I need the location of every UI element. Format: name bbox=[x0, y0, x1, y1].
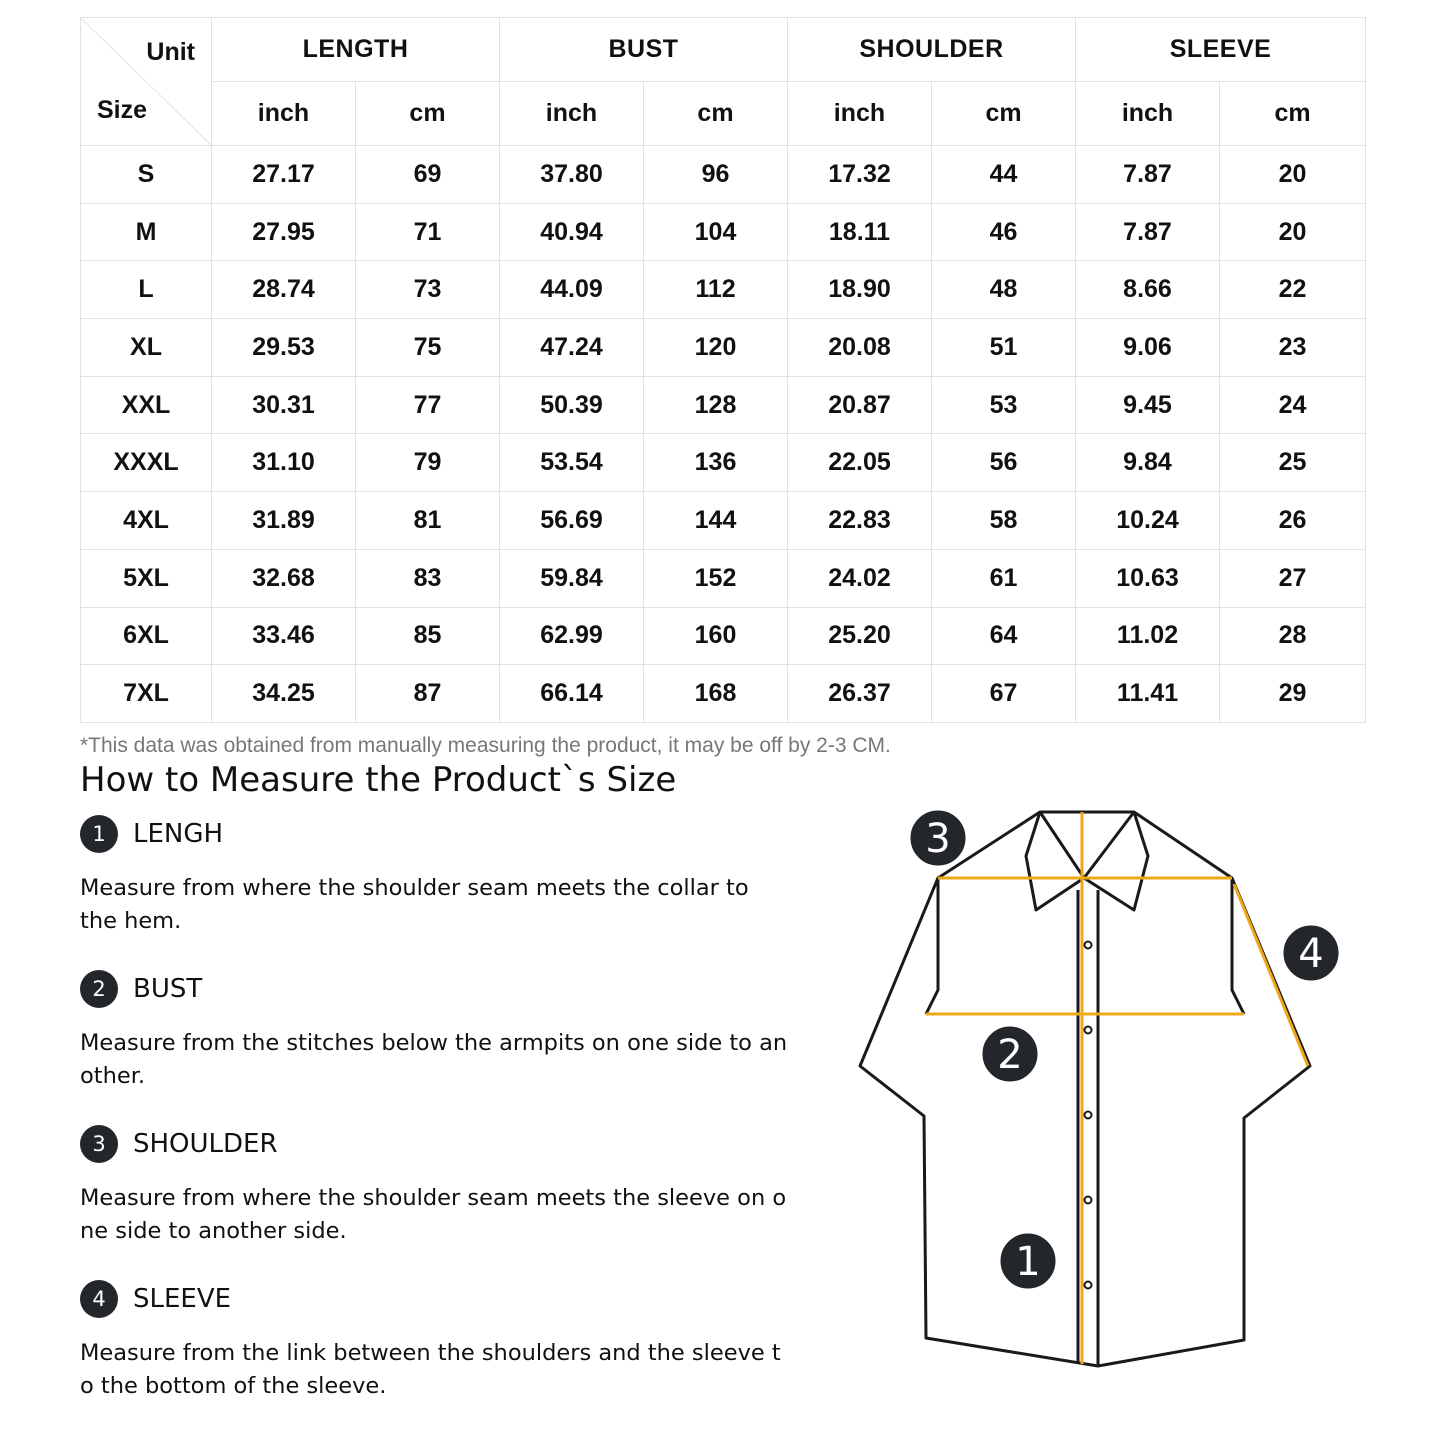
size-chart-table bbox=[80, 17, 1366, 723]
measurement-cell: 20.87 bbox=[788, 376, 932, 434]
measurement-cell: 11.02 bbox=[1076, 607, 1220, 665]
measurement-cell: 48 bbox=[932, 261, 1076, 319]
measurement-cell: 79 bbox=[356, 434, 500, 492]
measurement-cell: 144 bbox=[644, 492, 788, 550]
measurement-cell: 44 bbox=[932, 146, 1076, 204]
measurement-cell: 20 bbox=[1220, 146, 1366, 204]
measurement-cell: 58 bbox=[932, 492, 1076, 550]
measurement-cell: 87 bbox=[356, 665, 500, 723]
measurement-cell: 71 bbox=[356, 203, 500, 261]
size-label-cell: 4XL bbox=[81, 492, 212, 550]
marker-label: 3 bbox=[925, 816, 951, 862]
measurement-cell: 83 bbox=[356, 549, 500, 607]
step-number-badge: 1 bbox=[80, 815, 118, 853]
unit-header-cell: inch bbox=[212, 82, 356, 146]
measurement-disclaimer: *This data was obtained from manually measuring the product, it may be off by 2-3 CM. bbox=[80, 734, 891, 757]
measurement-cell: 23 bbox=[1220, 319, 1366, 377]
step-bust bbox=[80, 969, 790, 1093]
table-row bbox=[81, 319, 1366, 377]
step-description: Measure from where the shoulder seam meets the sleeve on o ne side to another side. bbox=[80, 1185, 787, 1244]
step-description: Measure from the stitches below the armpits on one side to an other. bbox=[80, 1030, 788, 1089]
measurement-cell: 27.95 bbox=[212, 203, 356, 261]
measurement-cell: 9.06 bbox=[1076, 319, 1220, 377]
corner-header-cell bbox=[81, 18, 212, 146]
marker-label: 1 bbox=[1015, 1239, 1041, 1285]
measure-guide-title: How to Measure the Product`s Size bbox=[80, 760, 677, 800]
measurement-cell: 31.89 bbox=[212, 492, 356, 550]
measurement-cell: 18.11 bbox=[788, 203, 932, 261]
measurement-cell: 34.25 bbox=[212, 665, 356, 723]
measurement-cell: 112 bbox=[644, 261, 788, 319]
header-shoulder: SHOULDER bbox=[788, 18, 1076, 82]
marker-shoulder bbox=[909, 809, 967, 867]
measurement-cell: 24.02 bbox=[788, 549, 932, 607]
size-label-cell: XXL bbox=[81, 376, 212, 434]
measurement-cell: 28.74 bbox=[212, 261, 356, 319]
measurement-cell: 37.80 bbox=[500, 146, 644, 204]
measurement-cell: 7.87 bbox=[1076, 146, 1220, 204]
size-label-cell: 6XL bbox=[81, 607, 212, 665]
measurement-cell: 22.05 bbox=[788, 434, 932, 492]
measurement-cell: 26 bbox=[1220, 492, 1366, 550]
unit-header-cell: cm bbox=[644, 82, 788, 146]
measurement-cell: 17.32 bbox=[788, 146, 932, 204]
measurement-cell: 30.31 bbox=[212, 376, 356, 434]
measurement-cell: 128 bbox=[644, 376, 788, 434]
measurement-cell: 32.68 bbox=[212, 549, 356, 607]
unit-header-cell: cm bbox=[1220, 82, 1366, 146]
measurement-cell: 81 bbox=[356, 492, 500, 550]
marker-label: 2 bbox=[997, 1032, 1023, 1078]
table-row bbox=[81, 146, 1366, 204]
size-table-body bbox=[81, 146, 1366, 723]
measurement-cell: 85 bbox=[356, 607, 500, 665]
table-row bbox=[81, 261, 1366, 319]
size-label-cell: XL bbox=[81, 319, 212, 377]
size-label-cell: L bbox=[81, 261, 212, 319]
marker-label: 4 bbox=[1298, 931, 1324, 977]
size-label-cell: S bbox=[81, 146, 212, 204]
measurement-cell: 11.41 bbox=[1076, 665, 1220, 723]
step-name: BUST bbox=[133, 974, 203, 1004]
unit-header-cell: cm bbox=[356, 82, 500, 146]
measurement-cell: 53.54 bbox=[500, 434, 644, 492]
measurement-cell: 25 bbox=[1220, 434, 1366, 492]
measurement-cell: 152 bbox=[644, 549, 788, 607]
size-label-cell: M bbox=[81, 203, 212, 261]
measurement-cell: 29.53 bbox=[212, 319, 356, 377]
measurement-cell: 20 bbox=[1220, 203, 1366, 261]
table-row bbox=[81, 549, 1366, 607]
measurement-cell: 46 bbox=[932, 203, 1076, 261]
measurement-cell: 50.39 bbox=[500, 376, 644, 434]
measurement-cell: 27.17 bbox=[212, 146, 356, 204]
measurement-cell: 73 bbox=[356, 261, 500, 319]
measurement-cell: 104 bbox=[644, 203, 788, 261]
step-description: Measure from where the shoulder seam meets the collar to the hem. bbox=[80, 875, 749, 934]
table-row bbox=[81, 665, 1366, 723]
measurement-cell: 18.90 bbox=[788, 261, 932, 319]
step-number-badge: 3 bbox=[80, 1125, 118, 1163]
measurement-cell: 66.14 bbox=[500, 665, 644, 723]
unit-header-cell: inch bbox=[788, 82, 932, 146]
step-number-badge: 2 bbox=[80, 970, 118, 1008]
marker-bust bbox=[981, 1025, 1039, 1083]
corner-size-label: Size bbox=[97, 96, 148, 124]
step-name: SHOULDER bbox=[133, 1129, 278, 1159]
measurement-cell: 26.37 bbox=[788, 665, 932, 723]
table-row bbox=[81, 492, 1366, 550]
step-name: SLEEVE bbox=[133, 1284, 232, 1314]
table-row bbox=[81, 607, 1366, 665]
measurement-cell: 67 bbox=[932, 665, 1076, 723]
header-bust: BUST bbox=[500, 18, 788, 82]
measurement-cell: 120 bbox=[644, 319, 788, 377]
measurement-cell: 168 bbox=[644, 665, 788, 723]
step-description: Measure from the link between the shoulders and the sleeve t o the bottom of the sleeve. bbox=[80, 1340, 781, 1399]
marker-length bbox=[999, 1232, 1057, 1290]
measurement-cell: 56.69 bbox=[500, 492, 644, 550]
measurement-cell: 69 bbox=[356, 146, 500, 204]
step-sleeve bbox=[80, 1279, 790, 1403]
step-length bbox=[80, 814, 790, 938]
measurement-cell: 77 bbox=[356, 376, 500, 434]
measurement-cell: 75 bbox=[356, 319, 500, 377]
measurement-cell: 8.66 bbox=[1076, 261, 1220, 319]
measurement-cell: 160 bbox=[644, 607, 788, 665]
measurement-cell: 27 bbox=[1220, 549, 1366, 607]
measurement-cell: 64 bbox=[932, 607, 1076, 665]
table-row bbox=[81, 376, 1366, 434]
header-sleeve: SLEEVE bbox=[1076, 18, 1366, 82]
measurement-cell: 9.84 bbox=[1076, 434, 1220, 492]
measurement-cell: 7.87 bbox=[1076, 203, 1220, 261]
measurement-cell: 136 bbox=[644, 434, 788, 492]
measurement-cell: 33.46 bbox=[212, 607, 356, 665]
measurement-cell: 62.99 bbox=[500, 607, 644, 665]
table-row bbox=[81, 434, 1366, 492]
measurement-cell: 44.09 bbox=[500, 261, 644, 319]
measurement-cell: 29 bbox=[1220, 665, 1366, 723]
measurement-cell: 22.83 bbox=[788, 492, 932, 550]
unit-header-cell: inch bbox=[1076, 82, 1220, 146]
measurement-cell: 31.10 bbox=[212, 434, 356, 492]
measurement-cell: 51 bbox=[932, 319, 1076, 377]
measurement-cell: 47.24 bbox=[500, 319, 644, 377]
measurement-cell: 10.63 bbox=[1076, 549, 1220, 607]
measurement-cell: 24 bbox=[1220, 376, 1366, 434]
table-row bbox=[81, 203, 1366, 261]
step-shoulder bbox=[80, 1124, 790, 1248]
measurement-cell: 53 bbox=[932, 376, 1076, 434]
measurement-cell: 25.20 bbox=[788, 607, 932, 665]
corner-unit-label: Unit bbox=[146, 38, 195, 66]
marker-sleeve bbox=[1282, 924, 1340, 982]
step-number-badge: 4 bbox=[80, 1280, 118, 1318]
size-label-cell: 5XL bbox=[81, 549, 212, 607]
measurement-cell: 96 bbox=[644, 146, 788, 204]
unit-header-cell: inch bbox=[500, 82, 644, 146]
measurement-cell: 10.24 bbox=[1076, 492, 1220, 550]
measurement-cell: 59.84 bbox=[500, 549, 644, 607]
measurement-cell: 61 bbox=[932, 549, 1076, 607]
measurement-cell: 28 bbox=[1220, 607, 1366, 665]
unit-header-cell: cm bbox=[932, 82, 1076, 146]
size-label-cell: 7XL bbox=[81, 665, 212, 723]
measurement-cell: 20.08 bbox=[788, 319, 932, 377]
size-label-cell: XXXL bbox=[81, 434, 212, 492]
unit-header-row bbox=[81, 82, 1366, 146]
measurement-cell: 40.94 bbox=[500, 203, 644, 261]
shirt-measurement-diagram bbox=[850, 800, 1340, 1380]
header-length: LENGTH bbox=[212, 18, 500, 82]
measurement-cell: 9.45 bbox=[1076, 376, 1220, 434]
measurement-cell: 22 bbox=[1220, 261, 1366, 319]
measurement-cell: 56 bbox=[932, 434, 1076, 492]
step-name: LENGH bbox=[133, 819, 224, 849]
